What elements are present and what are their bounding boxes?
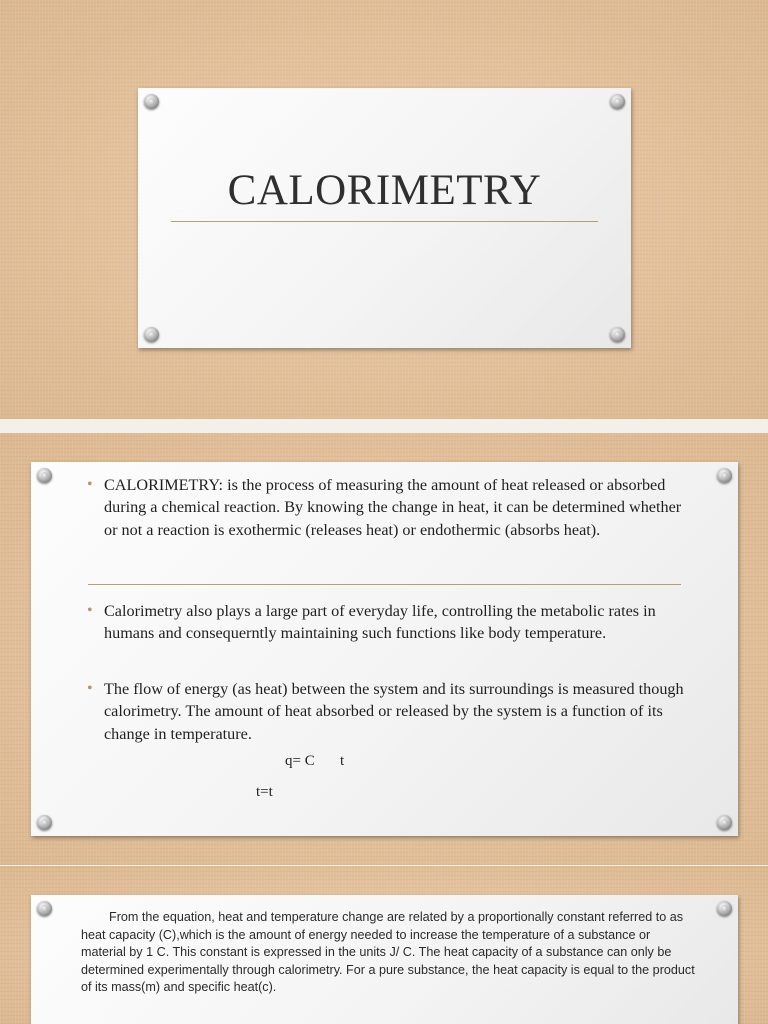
- pushpin-icon: [37, 901, 52, 916]
- slide-3: [0, 866, 768, 1024]
- pushpin-icon: [717, 815, 732, 830]
- title-divider: [171, 221, 598, 222]
- pushpin-icon: [717, 901, 732, 916]
- body-paragraph: From the equation, heat and temperature change are related by a proportionally constant referred to as heat capacity (C),which is the amount of energy needed to increase the temperature of a substance or material by 1 C. This constant is expressed in the units J/ C. The heat capacity of a substance can only be determined experimentally through calorimetry. For a pure substance, the heat capacity is equal to the product of its mass(m) and specific heat(c).: [81, 910, 695, 994]
- title-card: [138, 88, 631, 348]
- content-card: [31, 462, 738, 836]
- bullet-text: Calorimetry also plays a large part of everyday life, controlling the metabolic rates in humans and consequerntly maintaining such functions like body temperature.: [104, 602, 656, 643]
- equation-rhs: t: [340, 753, 345, 769]
- bullet-icon: •: [87, 602, 93, 619]
- bullet-item: [87, 600, 687, 645]
- pushpin-icon: [717, 468, 732, 483]
- bullet-icon: •: [87, 476, 93, 493]
- bullet-text: The flow of energy (as heat) between the system and its surroundings is measured though calorimetry. The amount of heat absorbed or released by the system is a function of its change in temperature.: [104, 680, 684, 743]
- pushpin-icon: [37, 468, 52, 483]
- pushpin-icon: [37, 815, 52, 830]
- equation-second: t=t: [256, 784, 273, 800]
- bullet-item: [87, 474, 687, 541]
- slide-1: [0, 0, 768, 419]
- bullet-item: [87, 678, 687, 745]
- slide-title: CALORIMETRY: [227, 167, 542, 214]
- bullet-icon: •: [87, 680, 93, 697]
- bullet-text: CALORIMETRY: is the process of measuring the amount of heat released or absorbed during a chemical reaction. By knowing the change in heat, it can be determined whether or not a reaction is exothermic (releases heat) or endothermic (absorbs heat).: [104, 476, 682, 539]
- slide-2: [0, 433, 768, 865]
- pushpin-icon: [610, 327, 625, 342]
- section-divider: [88, 584, 681, 585]
- pushpin-icon: [610, 94, 625, 109]
- pushpin-icon: [144, 94, 159, 109]
- equation-lhs: q= C: [285, 753, 315, 769]
- pushpin-icon: [144, 327, 159, 342]
- content-card: [31, 895, 738, 1024]
